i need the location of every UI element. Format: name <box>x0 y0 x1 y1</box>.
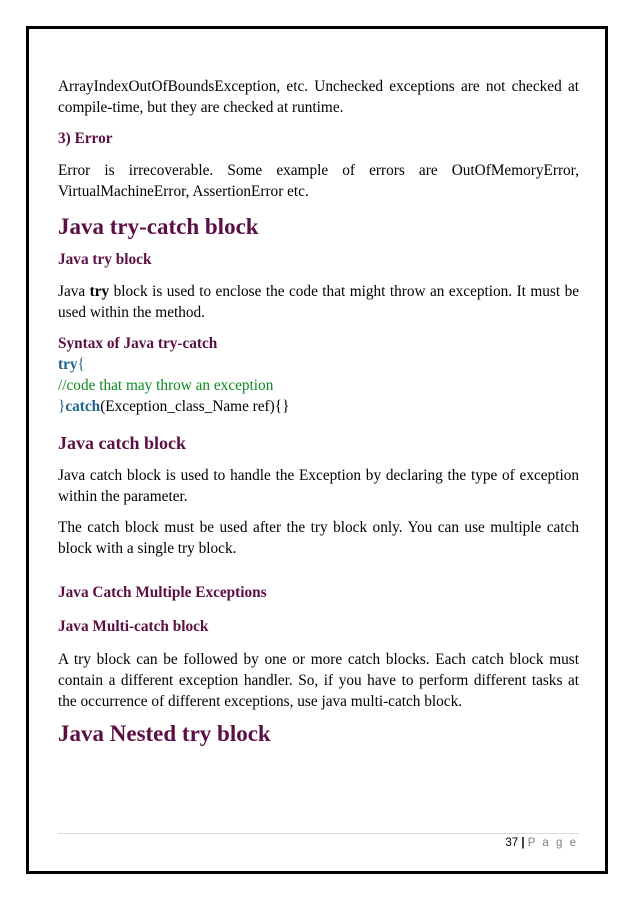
paragraph-error: Error is irrecoverable. Some example of errors are OutOfMemoryError, VirtualMachineError, AssertionError etc. <box>58 162 579 200</box>
paragraph-multi-catch: A try block can be followed by one or more catch blocks. Each catch block must contain a different exception handler. So, if you have to perform different tasks at the occurrence of different exceptions, use java multi-catch block. <box>58 651 579 710</box>
page-number: 37 <box>505 837 519 849</box>
heading-multi-catch: Java Multi-catch block <box>58 618 209 635</box>
code-line-comment: //code that may throw an exception <box>58 377 274 394</box>
code-line-try <box>58 354 579 375</box>
heading-nested-try-block: Java Nested try block <box>58 721 271 746</box>
paragraph-try-block <box>58 281 579 323</box>
text-java: Java <box>58 283 90 300</box>
heading-try-block: Java try block <box>58 251 152 268</box>
paragraph-unchecked-exceptions: ArrayIndexOutOfBoundsException, etc. Unchecked exceptions are not checked at compile-time, but they are checked at runtime. <box>58 78 579 116</box>
text-try-bold: try <box>89 283 110 300</box>
code-brace-close: } <box>58 398 66 415</box>
text-try-desc: block is used to enclose the code that might throw an exception. It must be used within the method. <box>58 283 580 321</box>
footer-separator: | <box>521 837 525 849</box>
footer-divider <box>58 833 579 834</box>
page-content <box>58 76 579 749</box>
code-keyword-catch: catch <box>65 398 101 415</box>
code-catch-params: (Exception_class_Name ref){} <box>100 398 290 415</box>
paragraph-catch-after-try: The catch block must be used after the try block only. You can use multiple catch block with a single try block. <box>58 519 579 557</box>
page-footer <box>505 837 578 849</box>
heading-syntax: Syntax of Java try-catch <box>58 335 218 352</box>
paragraph-catch-block: Java catch block is used to handle the Exception by declaring the type of exception within the parameter. <box>58 467 579 505</box>
code-keyword-try: try <box>58 356 78 373</box>
heading-catch-multiple: Java Catch Multiple Exceptions <box>58 584 267 601</box>
code-brace-open: { <box>77 356 85 373</box>
page-label: P a g e <box>527 837 578 849</box>
heading-error: 3) Error <box>58 130 113 147</box>
heading-try-catch-block: Java try-catch block <box>58 214 259 239</box>
code-line-catch <box>58 396 579 417</box>
heading-catch-block: Java catch block <box>58 433 186 453</box>
